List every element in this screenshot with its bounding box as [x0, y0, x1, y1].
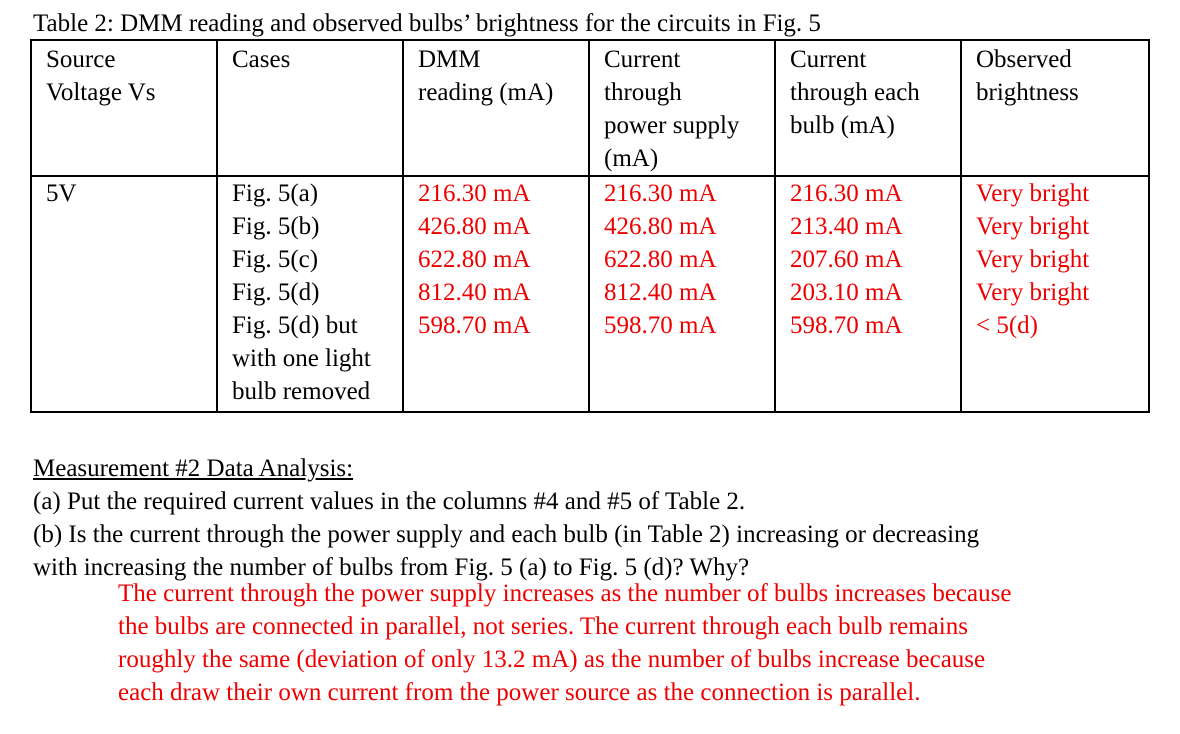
header-line: Voltage Vs [46, 79, 156, 106]
dmm-value: 622.80 mA [418, 246, 531, 273]
supply-current-value: 812.40 mA [604, 279, 717, 306]
supply-current-value: 216.30 mA [604, 180, 717, 207]
bulb-current-value: 598.70 mA [790, 312, 903, 339]
case-item: Fig. 5(b) [232, 213, 320, 240]
header-current-bulb [775, 40, 961, 176]
answer-line: each draw their own current from the power source as the connection is parallel. [118, 679, 921, 706]
dmm-value: 812.40 mA [418, 279, 531, 306]
answer-line: The current through the power supply increases as the number of bulbs increases because [118, 580, 1012, 607]
current-bulb-cell [775, 176, 961, 412]
header-line: Current [790, 46, 867, 73]
header-line: reading (mA) [418, 79, 554, 106]
answer-section [118, 577, 1011, 709]
case-item: Fig. 5(c) [232, 246, 319, 273]
brightness-value: Very bright [976, 279, 1090, 306]
table-row [31, 176, 1149, 412]
answer-line: roughly the same (deviation of only 13.2 mA) as the number of bulbs increase because [118, 646, 986, 673]
case-item: Fig. 5(a) [232, 180, 319, 207]
supply-current-value: 598.70 mA [604, 312, 717, 339]
case-item: with one light [232, 345, 371, 372]
brightness-value: Very bright [976, 213, 1090, 240]
table-header-row [31, 40, 1149, 176]
source-voltage-cell [31, 176, 217, 412]
current-supply-cell [589, 176, 775, 412]
analysis-heading: Measurement #2 Data Analysis: [33, 455, 354, 482]
header-line: (mA) [604, 145, 659, 172]
header-dmm-reading [403, 40, 589, 176]
brightness-value: Very bright [976, 246, 1090, 273]
supply-current-value: 426.80 mA [604, 213, 717, 240]
bulb-current-value: 213.40 mA [790, 213, 903, 240]
brightness-cell [961, 176, 1149, 412]
header-line: Observed [976, 46, 1072, 73]
dmm-value: 216.30 mA [418, 180, 531, 207]
dmm-value: 598.70 mA [418, 312, 531, 339]
header-line: brightness [976, 79, 1079, 106]
bulb-current-value: 203.10 mA [790, 279, 903, 306]
header-line: bulb (mA) [790, 112, 895, 139]
analysis-line: (a) Put the required current values in the columns #4 and #5 of Table 2. [33, 488, 746, 515]
dmm-value: 426.80 mA [418, 213, 531, 240]
header-line: Current [604, 46, 681, 73]
table-caption: Table 2: DMM reading and observed bulbs’ brightness for the circuits in Fig. 5 [33, 10, 821, 37]
header-line: Cases [232, 46, 291, 73]
analysis-line: with increasing the number of bulbs from Fig. 5 (a) to Fig. 5 (d)? Why? [33, 554, 750, 581]
answer-line: the bulbs are connected in parallel, not series. The current through each bulb remains [118, 613, 968, 640]
bulb-current-value: 216.30 mA [790, 180, 903, 207]
data-table [30, 39, 1150, 413]
analysis-section [33, 452, 979, 584]
source-voltage-value: 5V [46, 180, 77, 207]
header-line: DMM [418, 46, 481, 73]
header-line: through [604, 79, 682, 106]
bulb-current-value: 207.60 mA [790, 246, 903, 273]
supply-current-value: 622.80 mA [604, 246, 717, 273]
header-current-supply [589, 40, 775, 176]
case-item: bulb removed [232, 378, 371, 405]
analysis-line: (b) Is the current through the power supply and each bulb (in Table 2) increasing or decreasing [33, 521, 980, 548]
header-line: through each [790, 79, 920, 106]
dmm-reading-cell [403, 176, 589, 412]
brightness-value: < 5(d) [976, 312, 1038, 339]
header-line: Source [46, 46, 116, 73]
case-item: Fig. 5(d) [232, 279, 320, 306]
case-item: Fig. 5(d) but [232, 312, 358, 339]
cases-cell [217, 176, 403, 412]
header-line: power supply [604, 112, 740, 139]
header-cases [217, 40, 403, 176]
header-source-voltage [31, 40, 217, 176]
brightness-value: Very bright [976, 180, 1090, 207]
header-brightness [961, 40, 1149, 176]
